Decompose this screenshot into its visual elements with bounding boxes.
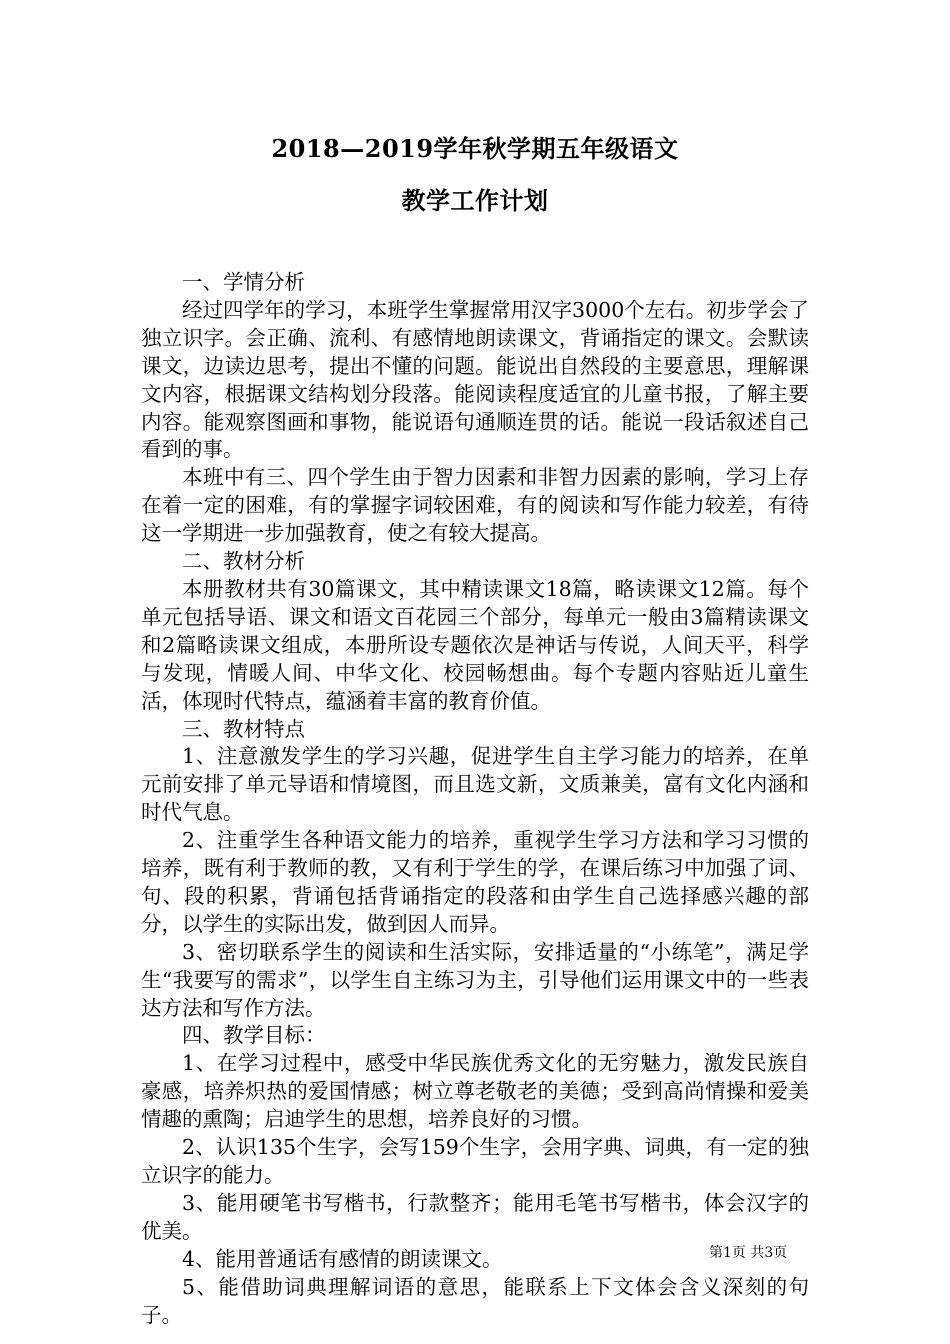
section-heading-textbook-analysis: 二、教材分析 — [182, 549, 305, 574]
paragraph: 本册教材共有30篇课文，其中精读课文18篇，略读课文12篇。每个单元包括导语、课文和语文百花园三个部分，每单元一般由3篇精读课文和2篇略读课文组成，本册所设专题依次是神话与传说，人间天平，科学与发现，情暖人间、中华文化、校园畅想曲。每个专题内容贴近儿童生活，体现时代特点，蕴涵着丰富的教育价值。 — [141, 576, 809, 713]
list-item: 4、能用普通话有感情的朗读课文。 — [182, 1246, 503, 1271]
list-item: 3、密切联系学生的阅读和生活实际，安排适量的“小练笔”，满足学生“我要写的需求”，以学生自主练习为主，引导他们运用课文中的一些表达方法和写作方法。 — [141, 939, 809, 1020]
document-body — [141, 269, 809, 1329]
list-item: 3、能用硬笔书写楷书，行款整齐；能用毛笔书写楷书，体会汉字的优美。 — [141, 1190, 809, 1243]
list-item: 1、注意激发学生的学习兴趣，促进学生自主学习能力的培养，在单元前安排了单元导语和情境图，而且选文新，文质兼美，富有文化内涵和时代气息。 — [141, 744, 809, 825]
list-item: 2、注重学生各种语文能力的培养，重视学生学习方法和学习习惯的培养，既有利于教师的教，又有利于学生的学，在课后练习中加强了词、句、段的积累，背诵包括背诵指定的段落和由学生自己选择感兴趣的部分，以学生的实际出发，做到因人而异。 — [141, 828, 809, 936]
document-subtitle: 教学工作计划 — [401, 186, 549, 215]
page-number: 第1页 共3页 — [709, 1245, 788, 1261]
list-item: 5、能借助词典理解词语的意思，能联系上下文体会含义深刻的句子。 — [141, 1274, 809, 1327]
section-heading-learning-analysis: 一、学情分析 — [182, 270, 305, 294]
list-item: 1、在学习过程中，感受中华民族优秀文化的无穷魅力，激发民族自豪感，培养炽热的爱国情感；树立尊老敬老的美德；受到高尚情操和爱美情趣的熏陶；启迪学生的思想，培养良好的习惯。 — [141, 1051, 809, 1132]
paragraph: 经过四学年的学习，本班学生掌握常用汉字3000个左右。初步学会了独立识字。会正确、流利、有感情地朗读课文，背诵指定的课文。会默读课文，边读边思考，提出不懂的问题。能说出自然段的主要意思，理解课文内容，根据课文结构划分段落。能阅读程度适宜的儿童书报，了解主要内容。能观察图画和事物，能说语句通顺连贯的话。能说一段话叙述自己看到的事。 — [141, 297, 809, 462]
document-title: 2018—2019学年秋学期五年级语文 — [271, 134, 679, 163]
list-item: 2、认识135个生字，会写159个生字，会用字典、词典，有一定的独立识字的能力。 — [141, 1135, 809, 1187]
paragraph: 本班中有三、四个学生由于智力因素和非智力因素的影响，学习上存在着一定的困难，有的掌握字词较困难，有的阅读和写作能力较差，有待这一学期进一步加强教育，使之有较大提高。 — [141, 465, 809, 546]
section-heading-textbook-features: 三、教材特点 — [182, 716, 305, 741]
section-heading-teaching-goals: 四、教学目标： — [182, 1023, 326, 1048]
